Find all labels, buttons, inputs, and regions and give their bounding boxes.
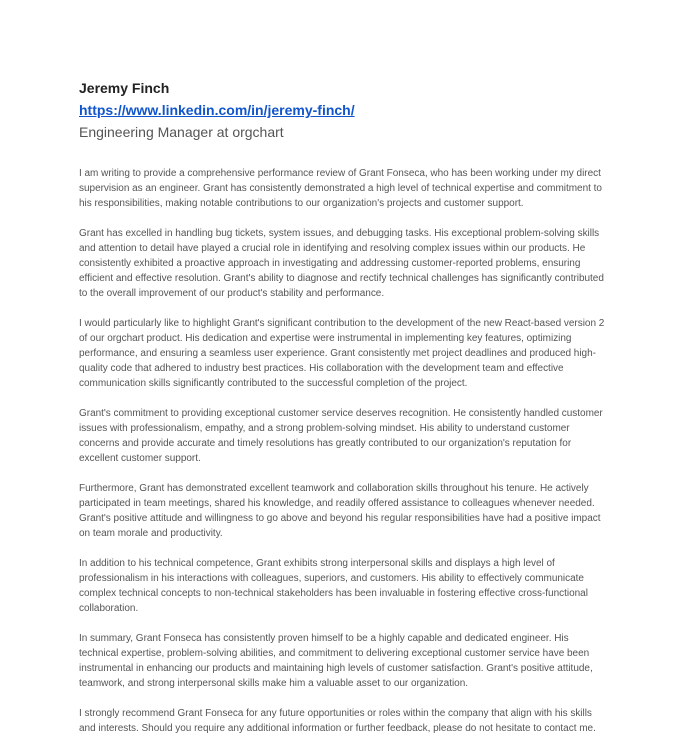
paragraph-intro: I am writing to provide a comprehensive performance review of Grant Fonseca, who has been working under my direct supervision as an engineer. Grant has consistently demonstrated a high level of technical expertise and commitment to his responsibilities, making notable contributions to our organization's projects and customer support. — [79, 168, 602, 209]
paragraph-bug-handling: Grant has excelled in handling bug tickets, system issues, and debugging tasks. His exceptional problem-solving skills and attention to detail have played a crucial role in identifying and resolving complex issues within our products. He consistently exhibited a proactive approach in investigating and addressing customer-reported problems, ensuring efficient and effective resolution. Grant's ability to diagnose and rectify technical challenges has significantly contributed to the overall improvement of our product's stability and performance. — [79, 228, 604, 299]
paragraph-interpersonal: In addition to his technical competence, Grant exhibits strong interpersonal skills and displays a high level of professionalism in his interactions with colleagues, superiors, and customers. His ability to effectively communicate complex technical concepts to non-technical stakeholders has been invaluable in fostering effective cross-functional collaboration. — [79, 558, 588, 614]
paragraph-customer-service: Grant's commitment to providing exceptional customer service deserves recognition. He consistently handled customer issues with professionalism, empathy, and a strong problem-solving mindset. His ability to understand customer concerns and provide accurate and timely resolutions has greatly contributed to our organization's reputation for excellent customer support. — [79, 408, 603, 464]
linkedin-profile-link[interactable]: https://www.linkedin.com/in/jeremy-finch/ — [79, 102, 355, 118]
paragraph-teamwork: Furthermore, Grant has demonstrated excellent teamwork and collaboration skills throughout his tenure. He actively participated in team meetings, shared his knowledge, and readily offered assistance to colleagues whenever needed. Grant's positive attitude and willingness to go above and beyond his regular responsibilities have had a positive impact on team morale and productivity. — [79, 483, 601, 539]
paragraph-react-contribution: I would particularly like to highlight Grant's significant contribution to the development of the new React-based version 2 of our orgchart product. His dedication and expertise were instrumental in implementing key features, optimizing performance, and ensuring a seamless user experience. Grant consistently met project deadlines and produced high-quality code that adhered to industry best practices. His collaboration with the development team and effective communication skills significantly contributed to the successful completion of the project. — [79, 318, 605, 389]
paragraph-summary: In summary, Grant Fonseca has consistently proven himself to be a highly capable and dedicated engineer. His technical expertise, problem-solving abilities, and commitment to delivering exceptional customer service have been instrumental in enhancing our products and maintaining high levels of customer satisfaction. Grant's positive attitude, teamwork, and strong interpersonal skills make him a valuable asset to our organization. — [79, 633, 593, 689]
letter-header — [79, 78, 619, 142]
author-job-title: Engineering Manager at orgchart — [79, 124, 284, 140]
letter-body — [79, 166, 607, 751]
author-name: Jeremy Finch — [79, 80, 170, 96]
paragraph-recommendation: I strongly recommend Grant Fonseca for any future opportunities or roles within the company that align with his skills and interests. Should you require any additional information or further feedback, please do not hesitate to contact me. — [79, 708, 596, 734]
